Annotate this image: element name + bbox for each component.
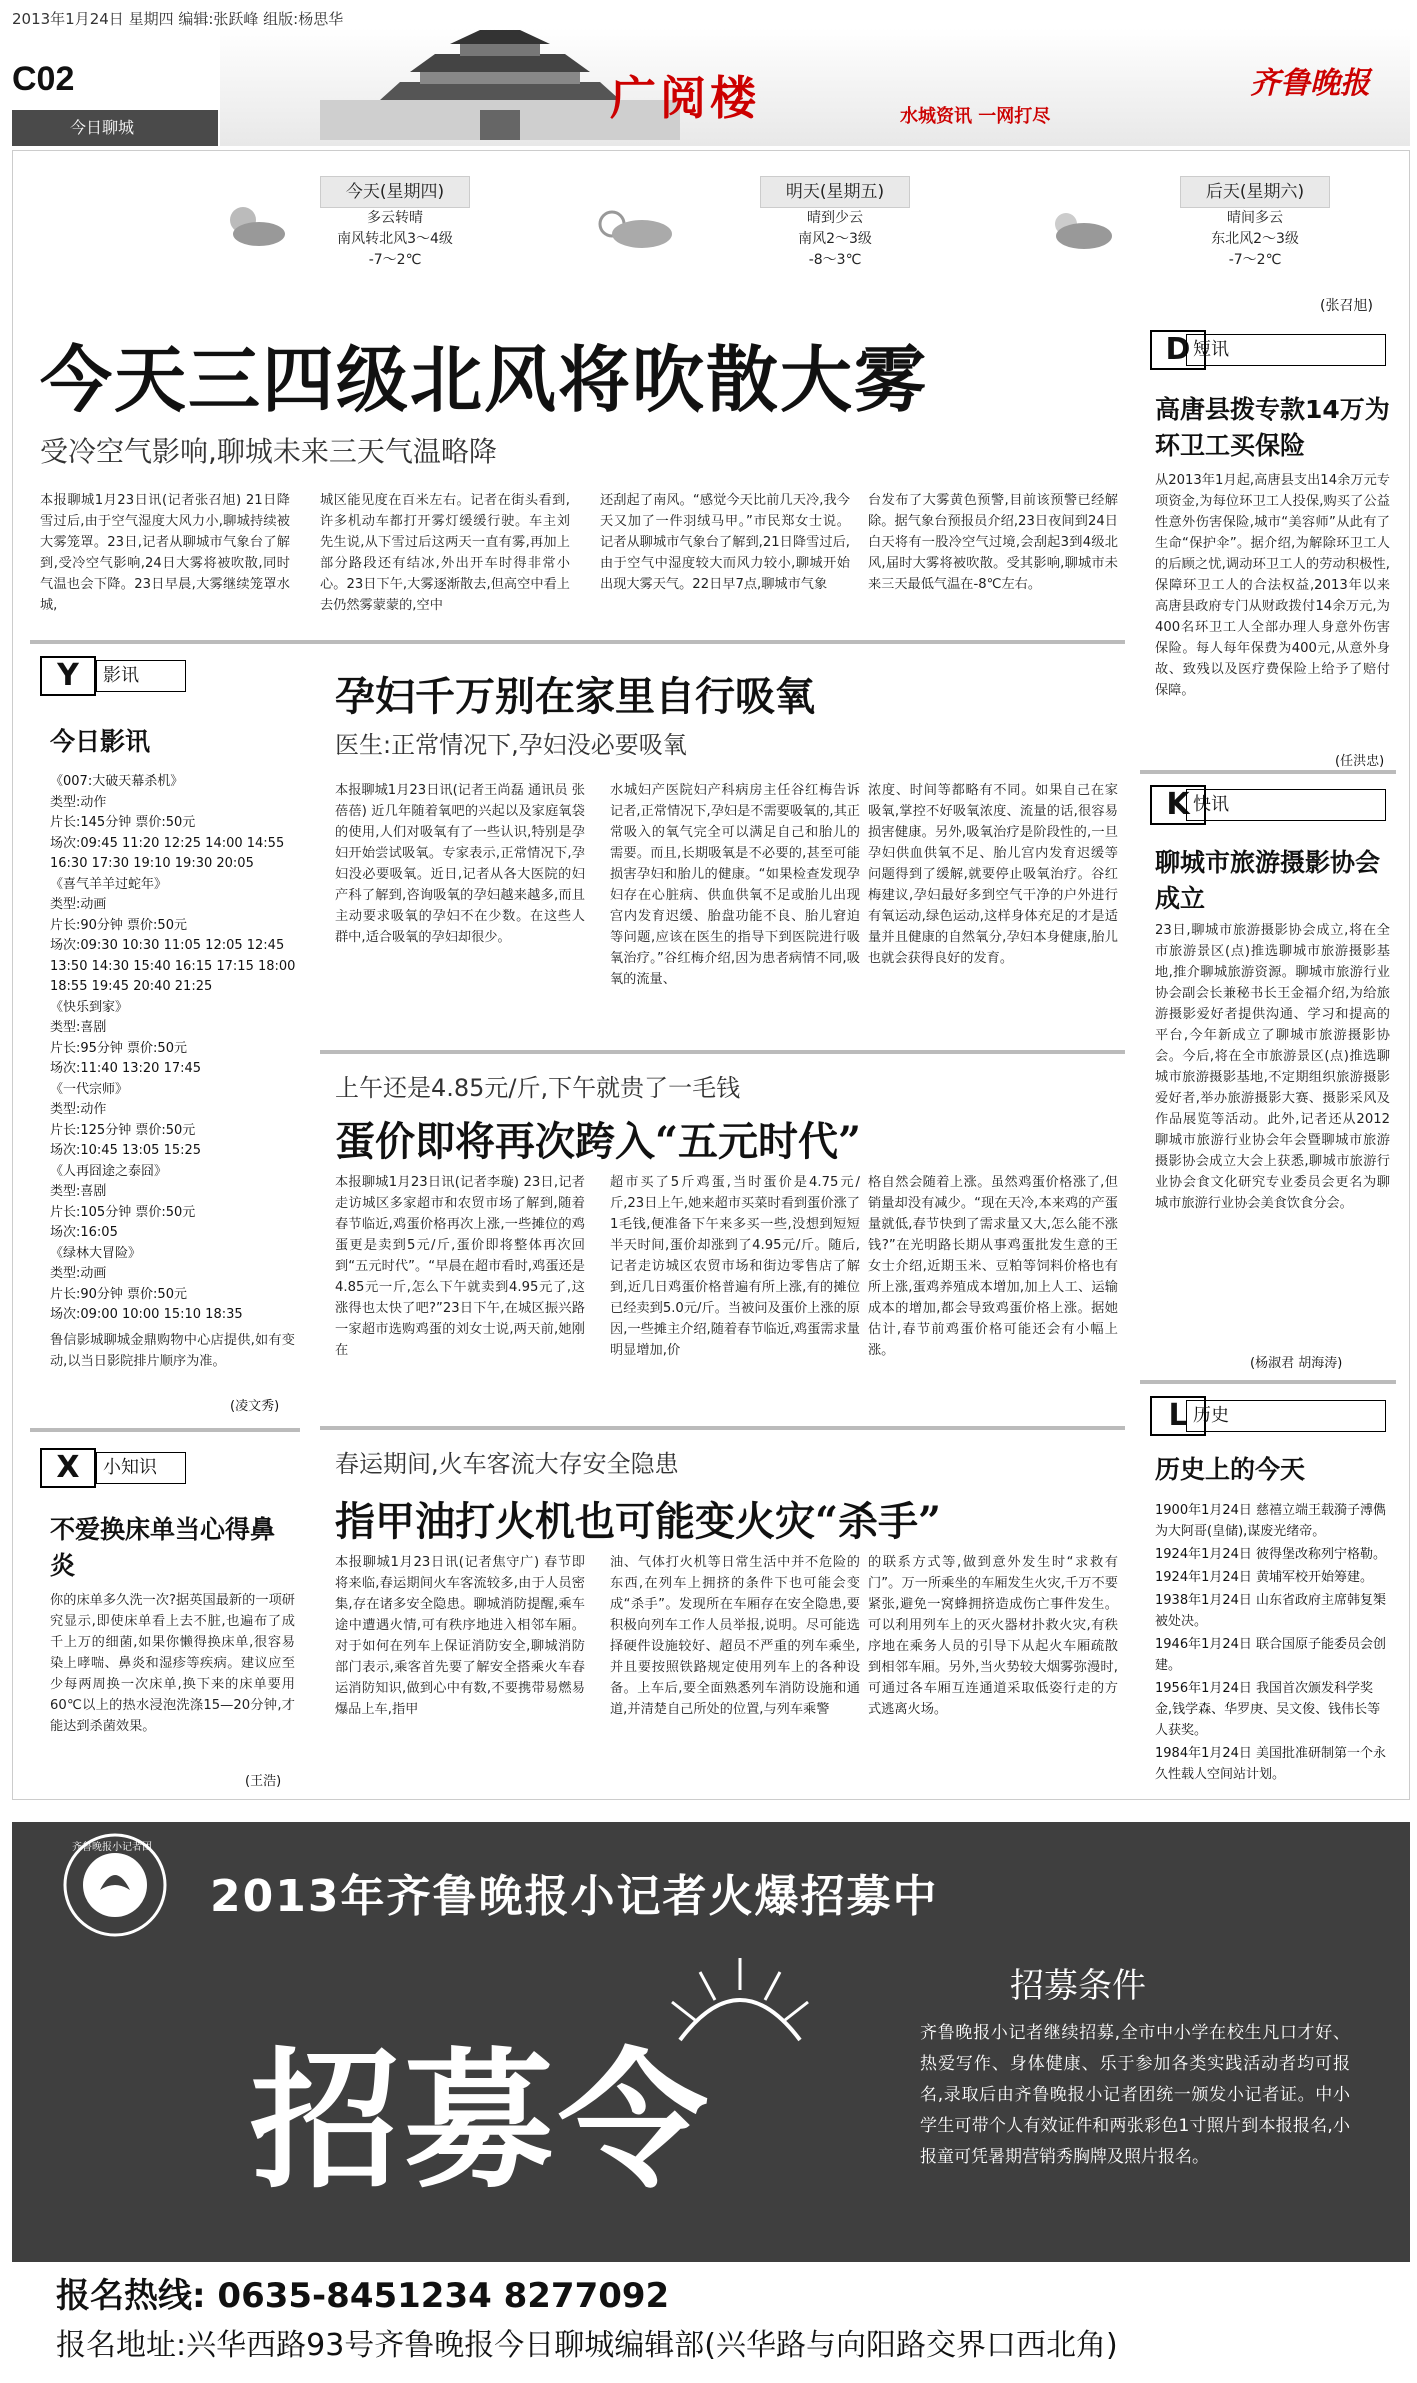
logo-badge-text: 齐鲁晚报小记者团 <box>72 1842 152 1853</box>
recruit-conditions-body: 齐鲁晚报小记者继续招募,全市中小学在校生凡口才好、热爱写作、身体健康、乐于参加各类实践活动者均可报名,录取后由齐鲁晚报小记者团统一颁发小记者证。中小学生可带个人有效证件和两张彩色1寸照片到本报报名,小报童可凭暑期营销秀胸牌及照片报名。 <box>920 2023 1350 2167</box>
history-item: 1984年1月24日 美国批准研制第一个永久性载人空间站计划。 <box>1155 1746 1387 1782</box>
lead-col-1: 本报聊城1月23日讯(记者张召旭) 21日降雪过后,由于空气湿度大风力小,聊城持续被大雾笼罩。23日,记者从聊城市气象台了解到,受冷空气影响,24日大雾将被吹散,同时气温也会下降。23日早晨,大雾继续笼罩水城, <box>40 493 290 613</box>
weather-day3-wind: 东北风2～3级 <box>1211 231 1299 247</box>
divider <box>1140 770 1396 774</box>
tip-credit: (王浩) <box>245 1774 282 1789</box>
movie-list-line: 片长:125分钟 票价:50元 <box>50 1122 196 1138</box>
recruit-address: 报名地址:兴华西路93号齐鲁晚报今日聊城编辑部(兴华路与向阳路交界口西北角) <box>56 2328 1118 2363</box>
movie-list-line: 《人再囧途之泰囧》 <box>50 1163 168 1179</box>
movie-list-line: 13:50 14:30 15:40 16:15 17:15 18:00 <box>50 958 296 974</box>
movie-list-line: 片长:90分钟 票价:50元 <box>50 917 187 933</box>
weather-today-label: 今天(星期四) <box>320 176 470 208</box>
recruit-hotline: 报名热线: 0635-8451234 8277092 <box>56 2276 670 2316</box>
article-egg-col-3: 格自然会随着上涨。虽然鸡蛋价格涨了,但销量却没有减少。“现在天冷,本来鸡的产蛋量就低,春节快到了需求量又大,怎么能不涨钱?”在光明路长期从事鸡蛋批发生意的王女士介绍,近期玉米、豆粕等饲料价格也有所上涨,蛋鸡养殖成本增加,加上人工、运输成本的增加,都会导致鸡蛋价格上涨。据她估计,春节前鸡蛋价格可能还会有小幅上涨。 <box>868 1175 1118 1358</box>
movie-list-line: 类型:动作 <box>50 794 107 810</box>
movie-list-line: 场次:09:30 10:30 11:05 12:05 12:45 <box>50 938 285 953</box>
movie-list-line: 16:30 17:30 19:10 19:30 20:05 <box>50 856 254 871</box>
weather-credit: (张召旭) <box>1320 298 1373 314</box>
weather-today-cond: 多云转晴 <box>367 210 423 226</box>
history-item: 1938年1月24日 山东省政府主席韩复榘被处决。 <box>1155 1593 1387 1629</box>
section-letter-y: Y <box>40 656 96 696</box>
movie-list-line: 片长:95分钟 票价:50元 <box>50 1040 187 1056</box>
cloudy-icon <box>1040 204 1120 254</box>
article-egg-title: 蛋价即将再次跨入“五元时代” <box>335 1118 862 1165</box>
lead-col-2: 城区能见度在百米左右。记者在街头看到,许多机动车都打开雾灯缓缓行驶。车主刘先生说,从下雪过后这两天一直有雾,再加上部分路段还有结冰,外出开车时得非常小心。23日下午,大雾逐渐散去,但高空中看上去仍然雾蒙蒙的,空中 <box>320 493 570 613</box>
brief-credit: (任洪忠) <box>1335 754 1385 769</box>
article-fire-subtitle: 春运期间,火车客流大存安全隐患 <box>335 1450 679 1478</box>
article-oxygen-col-3: 浓度、时间等都略有不同。如果自己在家吸氧,掌控不好吸氧浓度、流量的话,很容易损害健康。另外,吸氧治疗是阶段性的,一旦孕妇供血供氧不足、胎儿宫内发育迟缓等问题得到了缓解,就要停止吸氧治疗。谷红梅建议,孕妇最好多到空气干净的户外进行有氧运动,绿色运动,这样身体充足的才是适量并且健康的自然氧分,孕妇本身健康,胎儿也就会获得良好的发育。 <box>868 783 1118 966</box>
divider <box>30 1428 300 1432</box>
divider <box>320 1426 1125 1430</box>
section-label-y: 影讯 <box>96 660 186 692</box>
weather-tomorrow-wind: 南风2～3级 <box>798 231 872 247</box>
flash-title: 聊城市旅游摄影协会成立 <box>1155 848 1381 913</box>
movie-list-line: 类型:动画 <box>50 897 107 912</box>
weather-day3-label: 后天(星期六) <box>1180 176 1330 208</box>
movie-list-line: 类型:动作 <box>50 1102 107 1117</box>
lead-headline: 今天三四级北风将吹散大雾 <box>40 337 929 422</box>
movie-section-title: 今日影讯 <box>50 727 151 756</box>
movie-list-line: 《快乐到家》 <box>50 999 129 1015</box>
movie-list-line: 场次:11:40 13:20 17:45 <box>50 1061 202 1076</box>
tip-body: 你的床单多久洗一次?据英国最新的一项研究显示,即使床单看上去不脏,也遍布了成千上万的细菌,如果你懒得换床单,很容易染上哮喘、鼻炎和湿疹等疾病。建议应至少每两周换一次床单,换下来的床单要用60℃以上的热水浸泡洗涤15—20分钟,才能达到杀菌效果。 <box>50 1593 295 1734</box>
column-subtitle: 水城资讯 一网打尽 <box>900 106 1051 127</box>
article-oxygen-col-1: 本报聊城1月23日讯(记者王尚磊 通讯员 张蓓蓓) 近几年随着氧吧的兴起以及家庭氧袋的使用,人们对吸氧有了一些认识,特别是孕妇开始尝试吸氧。专家表示,正常情况下,孕妇没必要吸氧。近日,记者从各大医院的妇产科了解到,咨询吸氧的孕妇越来越多,而且主动要求吸氧的孕妇不在少数。在这些人群中,适合吸氧的孕妇却很少。 <box>335 783 585 945</box>
weather-after-tomorrow <box>1180 176 1330 271</box>
article-fire-col-1: 本报聊城1月23日讯(记者焦守广) 春节即将来临,春运期间火车客流较多,由于人员密集,存在诸多安全隐患。聊城消防提醒,乘车途中遭遇火情,可有秩序地进入相邻车厢。对于如何在列车上保证消防安全,聊城消防部门表示,乘客首先要了解安全搭乘火车春运消防知识,做到心中有数,不要携带易燃易爆品上车,指甲 <box>335 1555 585 1717</box>
article-fire-col-3: 的联系方式等,做到意外发生时“求救有门”。万一所乘坐的车厢发生火灾,千万不要紧张,避免一窝蜂拥挤造成伤亡事件发生。可以利用列车上的灭火器材扑救火灾,有秩序地在乘务人员的引导下从起火车厢疏散到相邻车厢。另外,当火势较大烟雾弥漫时,可通过各车厢互连通道采取低姿行走的方式逃离火场。 <box>868 1555 1118 1717</box>
recruit-ad-title: 2013年齐鲁晚报小记者火爆招募中 <box>210 1871 939 1922</box>
movie-list-line: 类型:喜剧 <box>50 1184 107 1199</box>
weather-day3-cond: 晴间多云 <box>1227 210 1283 226</box>
section-letter-x: X <box>40 1448 96 1488</box>
divider <box>320 1050 1125 1054</box>
article-oxygen-col-2: 水城妇产医院妇产科病房主任谷红梅告诉记者,正常情况下,孕妇是不需要吸氧的,其正常吸入的氧气完全可以满足自己和胎儿的需要。而且,长期吸氧是不必要的,甚至可能损害孕妇和胎儿的健康。“如果检查发现孕妇存在心脏病、供血供氧不足或胎儿出现宫内发育迟缓、胎盘功能不良、胎儿窘迫等问题,应该在医生的指导下到医院进行吸氧治疗。”谷红梅介绍,因为患者病情不同,吸氧的流量、 <box>610 783 860 987</box>
recruit-ad-big-text: 招募令 <box>250 2033 713 2209</box>
section-label-x: 小知识 <box>96 1452 186 1484</box>
lead-subline: 受冷空气影响,聊城未来三天气温略降 <box>40 435 497 468</box>
page-code: C02 <box>12 60 82 106</box>
movie-list-line: 场次:09:00 10:00 15:10 18:35 <box>50 1307 243 1322</box>
history-item: 1956年1月24日 我国首次颁发科学奖金,钱学森、华罗庚、吴文俊、钱伟长等人获奖。 <box>1155 1681 1381 1738</box>
movie-list-line: 场次:10:45 13:05 15:25 <box>50 1143 202 1158</box>
lead-col-4: 台发布了大雾黄色预警,目前该预警已经解除。据气象台预报员介绍,23日夜间到24日白天将有一股冷空气过境,会刮起3到4级北风,届时大雾将被吹散。受其影响,聊城市未来三天最低气温在-8℃左右。 <box>868 493 1118 592</box>
section-letter-l: L <box>1150 1396 1206 1436</box>
movie-list-line: 片长:145分钟 票价:50元 <box>50 815 196 830</box>
history-item: 1924年1月24日 彼得堡改称列宁格勒。 <box>1155 1547 1387 1562</box>
cloudy-sun-icon <box>215 200 295 250</box>
weather-tomorrow-label: 明天(星期五) <box>760 176 910 208</box>
article-fire-title: 指甲油打火机也可能变火灾“杀手” <box>335 1498 942 1545</box>
weather-tomorrow <box>760 176 910 271</box>
section-letter-k: K <box>1150 785 1206 825</box>
weather-day3-temp: -7～2℃ <box>1228 252 1282 268</box>
section-letter-d: D <box>1150 330 1206 370</box>
weather-today-wind: 南风转北风3～4级 <box>337 231 453 247</box>
weather-tomorrow-cond: 晴到少云 <box>807 210 863 226</box>
movie-list-line: 场次:09:45 11:20 12:25 14:00 14:55 <box>50 835 285 851</box>
movie-list-line: 《绿林大冒险》 <box>50 1245 142 1261</box>
flash-body: 23日,聊城市旅游摄影协会成立,将在全市旅游景区(点)推选聊城市旅游摄影基地,推介聊城旅游资源。聊城市旅游行业协会副会长兼秘书长王金福介绍,为给旅游摄影爱好者提供沟通、学习和提高的平台,今年新成立了聊城市旅游摄影协会。今后,将在全市旅游景区(点)推选聊城市旅游摄影基地,不定期组织旅游摄影爱好者,举办旅游摄影大赛、摄影采风及作品展览等活动。此外,记者还从2012聊城市旅游行业协会年会暨聊城市旅游摄影协会成立大会上获悉,聊城市旅游行业协会食文化研究专业委员会更名为聊城市旅游行业协会美食饮食分会。 <box>1155 923 1390 1211</box>
history-item: 1946年1月24日 联合国原子能委员会创建。 <box>1155 1637 1387 1673</box>
movie-list-line: 18:55 19:45 20:40 21:25 <box>50 979 213 994</box>
sunny-cloudy-icon <box>590 200 680 255</box>
movie-list-line: 《喜气羊羊过蛇年》 <box>50 876 168 892</box>
movie-list-line: 类型:动画 <box>50 1266 107 1281</box>
section-label-k: 快讯 <box>1186 789 1386 821</box>
history-item: 1924年1月24日 黄埔军校开始筹建。 <box>1155 1570 1374 1585</box>
divider <box>1140 1380 1396 1384</box>
weather-tomorrow-temp: -8～3℃ <box>808 252 862 268</box>
movie-note: 鲁信影城聊城金鼎购物中心店提供,如有变动,以当日影院排片顺序为准。 <box>50 1333 295 1369</box>
movie-list-line: 《一代宗师》 <box>50 1081 129 1097</box>
page-topline: 2013年1月24日 星期四 编辑:张跃峰 组版:杨思华 <box>12 10 344 28</box>
section-label-d: 短讯 <box>1186 334 1386 366</box>
lead-col-3: 还刮起了南风。“感觉今天比前几天冷,我今天又加了一件羽绒马甲。”市民郑女士说。记者从聊城市气象台了解到,21日降雪过后,由于空气中湿度较大而风力较小,聊城开始出现大雾天气。22日早7点,聊城市气象 <box>600 493 850 592</box>
brief-body: 从2013年1月起,高唐县支出14余万元专项资金,为每位环卫工人投保,购买了公益性意外伤害保险,城市“美容师”从此有了生命“保护伞”。据介绍,为解除环卫工人的后顾之忧,调动环卫工人的劳动积极性,保障环卫工人的合法权益,2013年以来高唐县政府专门从财政拨付14余万元,为400名环卫工人全部办理人身意外伤害保险。每人每年保费为400元,从意外身故、致残以及医疗费保险上给予了赔付保障。 <box>1155 473 1390 698</box>
history-title: 历史上的今天 <box>1155 1455 1306 1484</box>
column-title: 广阅楼 <box>610 71 760 125</box>
movie-list-line: 《007:大破天幕杀机》 <box>50 774 184 789</box>
movie-list-line: 类型:喜剧 <box>50 1020 107 1035</box>
flash-credit: (杨淑君 胡海涛) <box>1250 1356 1343 1371</box>
article-oxygen-subtitle: 医生:正常情况下,孕妇没必要吸氧 <box>335 731 687 759</box>
brief-title: 高唐县拨专款14万为环卫工买保险 <box>1155 395 1390 460</box>
article-oxygen-title: 孕妇千万别在家里自行吸氧 <box>335 673 815 720</box>
article-fire-col-2: 油、气体打火机等日常生活中并不危险的东西,在列车上拥挤的条件下也可能会变成“杀手”。发现所在车厢存在安全隐患,要积极向列车工作人员举报,说明。尽可能选择硬件设施较好、超员不严重的列车乘坐,并且要按照铁路规定使用列车上的各种设备。上车后,要全面熟悉列车消防设施和通道,并清楚自己所处的位置,与列车乘警 <box>610 1555 860 1717</box>
movie-list-line: 场次:16:05 <box>50 1225 118 1240</box>
section-label-l: 历史 <box>1186 1400 1386 1432</box>
newspaper-logo: 齐鲁晚报 <box>1250 66 1370 101</box>
movie-list <box>50 772 300 1326</box>
movie-list-line: 片长:90分钟 票价:50元 <box>50 1286 187 1302</box>
movie-credit: (凌文秀) <box>230 1399 280 1414</box>
article-egg-subtitle: 上午还是4.85元/斤,下午就贵了一毛钱 <box>335 1074 741 1102</box>
weather-today <box>320 176 470 271</box>
tip-title: 不爱换床单当心得鼻炎 <box>50 1515 276 1580</box>
article-egg-col-2: 超市买了5斤鸡蛋,当时蛋价是4.75元/斤,23日上午,她来超市买菜时看到蛋价涨了1毛钱,便准备下午来多买一些,没想到短短半天时间,蛋价却涨到了4.95元/斤。随后,记者走访城区农贸市场和街边零售店了解到,近几日鸡蛋价格普遍有所上涨,有的摊位已经卖到5.0元/斤。当被问及蛋价上涨的原因,一些摊主介绍,随着春节临近,鸡蛋需求量明显增加,价 <box>610 1175 860 1358</box>
weather-today-temp: -7～2℃ <box>368 252 422 268</box>
article-egg-col-1: 本报聊城1月23日讯(记者李璇) 23日,记者走访城区多家超市和农贸市场了解到,随着春节临近,鸡蛋价格再次上涨,一些摊位的鸡蛋更是卖到5元/斤,蛋价即将整体再次回到“五元时代”。“早晨在超市看时,鸡蛋还是4.85元一斤,怎么下午就卖到4.95元了,这涨得也太快了吧?”23日下午,在城区振兴路一家超市选购鸡蛋的刘女士说,两天前,她刚在 <box>335 1175 585 1358</box>
history-list <box>1155 1500 1390 1787</box>
history-item: 1900年1月24日 慈禧立端王载漪子溥儁为大阿哥(皇储),谋废光绪帝。 <box>1155 1503 1387 1539</box>
divider <box>30 640 1125 644</box>
movie-list-line: 片长:105分钟 票价:50元 <box>50 1204 196 1220</box>
section-label: 今日聊城 <box>12 110 218 146</box>
recruit-conditions-title: 招募条件 <box>1010 1966 1146 2006</box>
